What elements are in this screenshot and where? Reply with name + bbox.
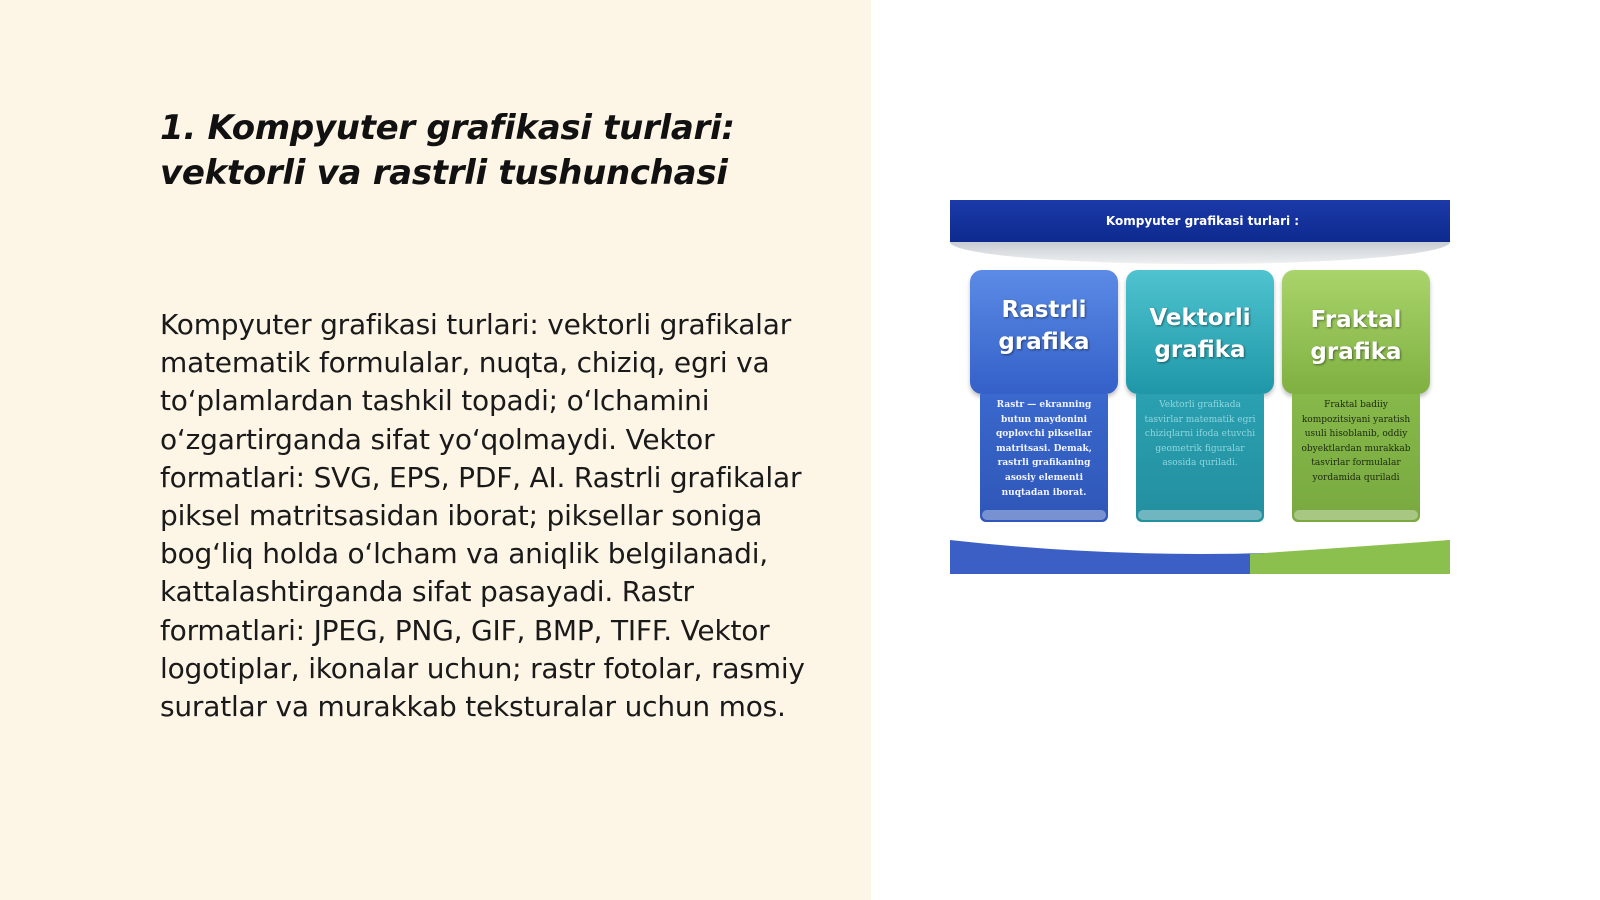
slide-footer-swoosh: [950, 540, 1450, 574]
fractal-card-description: [1292, 394, 1420, 522]
slide-header: [950, 200, 1450, 242]
vector-card-title-line2: grafika: [1154, 337, 1246, 363]
raster-card-description: [980, 394, 1108, 522]
raster-card-footer: [982, 510, 1106, 520]
slide-header-band: [950, 242, 1450, 264]
fractal-card-description-text: Fraktal badiiy kompozitsiyani yaratish usuli hisoblanib, oddiy obyektlardan murakkab tasvirlar formulalar yordamida quriladi: [1301, 400, 1411, 483]
slide-header-title: Kompyuter grafikasi turlari :: [1105, 214, 1300, 228]
raster-card-title-line1: Rastrli: [1001, 297, 1087, 323]
raster-card-title-line2: grafika: [998, 329, 1090, 355]
vector-card-head: [1126, 270, 1274, 394]
vector-card-description: [1136, 394, 1264, 522]
raster-card-head: [970, 270, 1118, 394]
slide-image: [950, 200, 1450, 574]
vector-card-footer: [1138, 510, 1262, 520]
vector-card-title-line1: Vektorli: [1149, 305, 1251, 331]
raster-card-description-text: Rastr — ekranning butun maydonini qoplovchi piksellar matritsasi. Demak, rastrli grafikaning asosiy elementi nuqtadan iborat.: [996, 400, 1092, 498]
fractal-card-footer: [1294, 510, 1418, 520]
page-title: 1. Kompyuter grafikasi turlari: vektorli va rastrli tushunchasi: [160, 108, 735, 193]
fractal-card-head: [1282, 270, 1430, 394]
fractal-card-title-line2: grafika: [1310, 339, 1402, 365]
body-text: Kompyuter grafikasi turlari: vektorli grafikalar matematik formulalar, nuqta, chiziq, egri va to‘plamlardan tashkil topadi; o‘lchamini o‘zgartirganda sifat yo‘qolmaydi. Vektor formatlari: SVG, EPS, PDF, AI. Rastrli grafikalar piksel matritsasidan iborat; piksellar soniga bog‘liq holda o‘lcham va aniqlik belgilanadi, kattalashtirganda sifat pasayadi. Rastr formatlari: JPEG, PNG, GIF, BMP, TIFF. Vektor logotiplar, ikonalar uchun; rastr fotolar, rasmiy suratlar va murakkab teksturalar uchun mos.: [160, 308, 805, 724]
vector-card-description-text: Vektorli grafikada tasvirlar matematik egri chiziqlarni ifoda etuvchi geometrik figuralar asosida quriladi.: [1144, 400, 1256, 469]
fractal-card-title-line1: Fraktal: [1310, 307, 1402, 333]
